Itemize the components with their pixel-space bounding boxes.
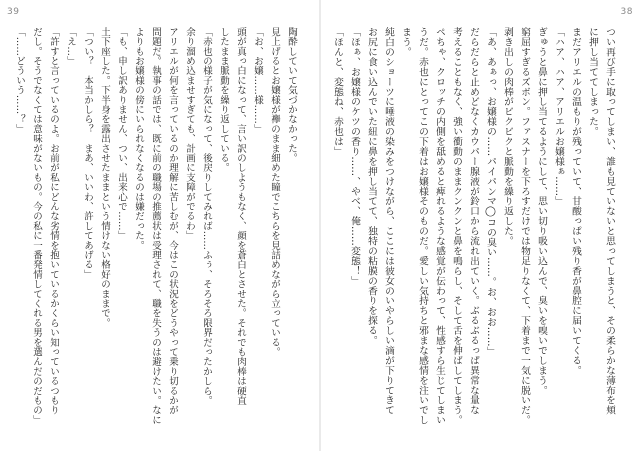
text-line: 考えることもなく、強い衝動のままクンクンと鼻を鳴らし、そして舌を伸ばしてしまう。 (451, 27, 462, 425)
text-line: ぎゅうと鼻に押し当てるようにして、思い切り吸い込んで、臭いを嗅いでしまう。 (536, 27, 547, 396)
left-page-text (11, 27, 300, 432)
text-line: 見上げるとお嬢様が襷のまま細めた瞳でこちらを見詰めながら立っている。 (269, 27, 280, 357)
text-line: 「お、お嬢……様……」 (252, 27, 263, 134)
text-line: 頭が真っ白になって、言い訳のしようもなく、顔を蒼白とさせた。それでも肉棒は硬直 (235, 27, 246, 406)
text-line: 陶酔していて気づかなかった。 (286, 27, 297, 163)
text-line: 「ほぁ、お嬢様のケツの香り……、やべ、俺……変態！」 (349, 27, 360, 286)
right-page-text (329, 27, 618, 432)
right-page (320, 0, 640, 451)
text-line: したまま脈動を繰り返している。 (218, 27, 229, 173)
text-line: 「……どういう……？」 (14, 27, 25, 134)
text-line: お尻に食い込んでいた紐に鼻を押し当てて、独特の粘膜の香りを探る。 (366, 27, 377, 346)
text-line: よりもお嬢様の傍にいられなくなるのは嫌だった。 (133, 27, 144, 251)
text-line: うだ。赤也にとってこの下着はお嬢様そのものだ。愛しい気持ちと邪まな感情を注いでし (417, 27, 428, 425)
text-line: 純白のショーツに唾液の染みをつけながら、ここには彼女のいやらしい滴が下りてきて (383, 27, 394, 416)
text-line: まだアリエルの温もりが残っていて、甘酸っぱい残り香が鼻腔に届いてくる。 (570, 27, 581, 376)
text-line: 「許すと言っているのよ。お前が私にどんな劣情を抱いているかくらい知っているつもり (48, 27, 59, 415)
text-line: 問題だ。執事の話では、既に前の職場の推薦状は受理されて、職を失うのは避けたい。なに (150, 27, 161, 425)
text-line: 窮屈すぎるズボン。ファスナーを下ろすだけでは物足りなくて、下着まで一気に脱いだ。 (519, 27, 530, 425)
text-line: だらだらと止めどなくカウパー腺液が鈴口から流れ出ていく。ぶるぶるっぱ異常な量な (468, 27, 479, 416)
text-line: 「あ、あぁっ、お嬢様の……パイパンマ◯コの臭い……。お、おお……」 (485, 27, 496, 357)
text-line: 「つい？ 本当かしら？ まあ、いいわ、許してあげる」 (82, 27, 93, 280)
left-page-number: 39 (7, 7, 20, 17)
text-line: つい再び手に取ってしまい、誰も見ていないと思ってしまうと、その柔らかな薄布を頬 (604, 27, 615, 416)
text-line: 余り溜め込ませすぎても、計画に支障がでるわ」 (184, 27, 195, 241)
text-line: 「も、申し訳ありません、つい、出来心で……」 (116, 27, 127, 241)
text-line: 剥き出しの肉棒がビクビクと脈動を繰り返した。 (502, 27, 513, 246)
text-line: アリエルが何を言っているのか理解に苦しむが、今はこの状況をどうやって乗り切るかが (167, 27, 178, 415)
text-line: だし。そうでなくては意味がないもの。今の私に一番発情してくれる男を選んだのだもの」 (31, 27, 42, 425)
text-line: 土下座した。下半身を露出させたままという情けない格好のままで。 (99, 27, 110, 328)
text-line: ペちゃ、クロッチの内側を舐めると痺れるような感覚が伝わって、性感すら生じてしまい (434, 27, 445, 425)
text-line: に押し当ててしまった。 (587, 27, 598, 137)
right-page-number: 38 (620, 7, 633, 17)
text-line: 「え…」 (65, 27, 76, 66)
text-line: まう。 (400, 27, 411, 57)
text-line: 「赤也の様子が気になって、後戻りしてみれば……ふぅ、そろそろ限界だったかしら。 (201, 27, 212, 406)
text-line: 「ハア、ハア、アリエルお嬢様ぁ……」 (553, 27, 564, 207)
text-line: 「ほんと、変態ね、赤也は」 (332, 27, 343, 157)
